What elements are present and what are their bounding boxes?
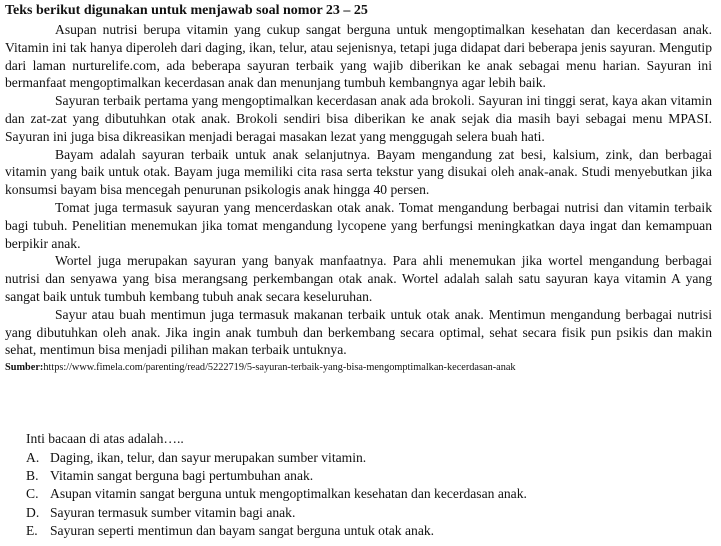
option-text: Sayuran seperti mentimun dan bayam sangat berguna untuk otak anak. — [50, 522, 435, 538]
option-text: Daging, ikan, telur, dan sayur merupakan sumber vitamin. — [50, 450, 367, 465]
option-letter: B. — [26, 468, 39, 484]
option-letter: E. — [26, 522, 38, 538]
source-citation — [5, 361, 712, 375]
option-e[interactable] — [26, 522, 706, 540]
source-url: https://www.fimela.com/parenting/read/5222719/5-sayuran-terbaik-yang-bisa-mengomptimalkan-kecerdasan-anak — [43, 362, 516, 374]
paragraph-6: Sayur atau buah mentimun juga termasuk makanan terbaik untuk otak anak. Mentimun mengandung berbagai nutrisi yang dibutuhkan oleh anak. Jika ingin anak tumbuh dan berkembang secara optimal, sehat secara fisik pun psikis dan makin sehat, mentimun bisa menjadi pilihan makan terbaik untuknya. — [5, 306, 712, 358]
answer-options — [26, 449, 706, 540]
question-block — [26, 430, 706, 540]
option-d[interactable] — [26, 504, 706, 522]
option-text: Sayuran termasuk sumber vitamin bagi anak. — [50, 504, 296, 520]
option-letter: D. — [26, 504, 40, 520]
paragraph-3: Bayam adalah sayuran terbaik untuk anak selanjutnya. Bayam mengandung zat besi, kalsium, zink, dan berbagai vitamin yang baik untuk otak. Bayam juga memiliki cita rasa serta tekstur yang disukai oleh anak-anak. Studi menyebutkan jika konsumsi bayam bisa mencegah penurunan psikologis anak hingga 40 persen. — [5, 146, 712, 198]
option-letter: A. — [26, 450, 40, 465]
option-b[interactable] — [26, 467, 706, 485]
source-label: Sumber: — [5, 362, 44, 374]
passage-heading: Teks berikut digunakan untuk menjawab soal nomor 23 – 25 — [5, 3, 368, 18]
reading-passage — [5, 2, 712, 375]
paragraph-2: Sayuran terbaik pertama yang mengoptimalkan kecerdasan anak ada brokoli. Sayuran ini tinggi serat, kaya akan vitamin dan zat-zat yang dibutuhkan otak anak. Brokoli sendiri bisa diberikan ke anak sejak dia masih bayi sebagai menu MPASI. Sayuran ini juga bisa dikreasikan menjadi beragai masakan lezat yang menggugah selera buah hati. — [5, 93, 712, 144]
question-stem: Inti bacaan di atas adalah….. — [26, 431, 184, 446]
paragraph-4: Tomat juga termasuk sayuran yang mencerdaskan otak anak. Tomat mengandung berbagai nutrisi dan vitamin terbaik bagi tubuh. Penelitian menemukan jika tomat mengandung lycopene yang berfungsi meningkatkan daya ingat dan kemampuan berpikir anak. — [5, 199, 712, 251]
paragraph-5: Wortel juga merupakan sayuran yang banyak manfaatnya. Para ahli menemukan jika wortel mengandung berbagai nutrisi dan senyawa yang bisa merangsang perkembangan otak anak. Wortel adalah salah satu sayuran kaya vitamin A yang sangat baik untuk tumbuh kembang tubuh anak secara keseluruhan. — [5, 253, 712, 304]
option-c[interactable] — [26, 485, 706, 503]
option-a[interactable] — [26, 449, 706, 467]
paragraph-1: Asupan nutrisi berupa vitamin yang cukup sangat berguna untuk mengoptimalkan kesehatan dan kecerdasan anak. Vitamin ini tak hanya diperoleh dari daging, ikan, telur, atau sejenisnya, tetapi juga didapat dari beberapa jenis sayuran. Mengutip dari laman nurturelife.com, ada beberapa sayuran terbaik yang wajib diberikan ke anak sebagai menu harian. Sayuran ini bermanfaat mengoptimalkan kecerdasan anak dan menunjang tumbuh kembangnya agar lebih baik. — [5, 22, 712, 91]
option-letter: C. — [26, 486, 39, 502]
option-text: Vitamin sangat berguna bagi pertumbuhan anak. — [50, 468, 314, 484]
option-text: Asupan vitamin sangat berguna untuk mengoptimalkan kesehatan dan kecerdasan anak. — [50, 486, 527, 502]
